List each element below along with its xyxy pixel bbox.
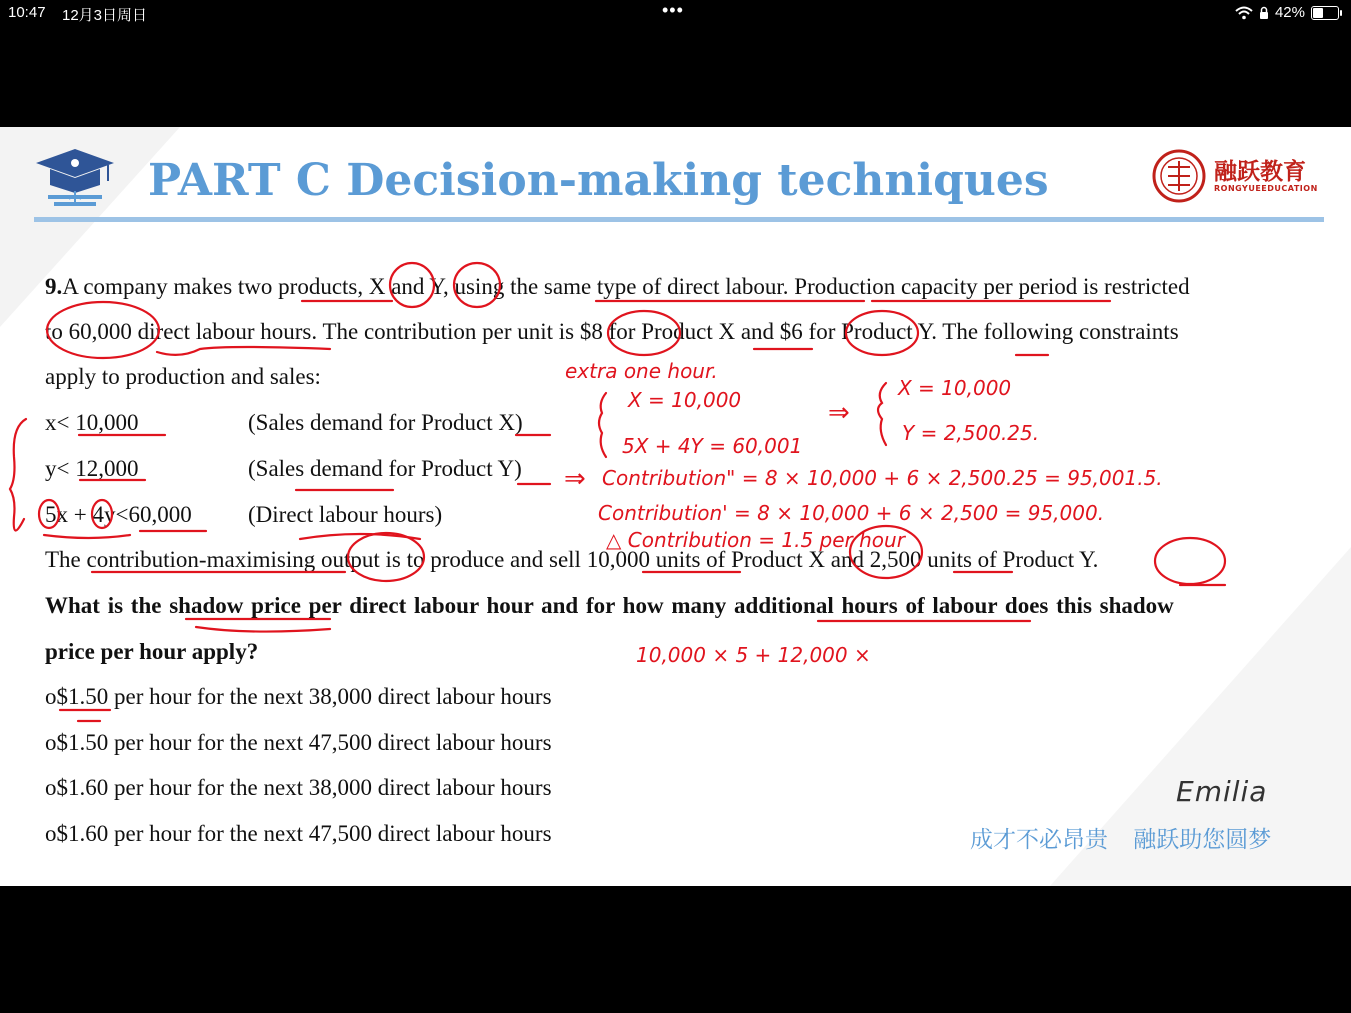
slide-background [0, 127, 1351, 886]
ink-text: X = 10,000 [898, 376, 1012, 400]
wifi-icon [1235, 6, 1253, 20]
status-right [1235, 4, 1339, 21]
constraint-expr-1: x< 10,000 [45, 410, 139, 435]
graduation-cap-icon [34, 147, 116, 209]
ink-text: 10,000 × 5 + 12,000 × [636, 643, 871, 667]
slide [0, 127, 1351, 886]
brand-logo [1152, 149, 1322, 205]
constraint-desc-2: (Sales demand for Product Y) [248, 456, 522, 481]
option-4[interactable]: o$1.60 per hour for the next 47,500 direct labour hours [45, 821, 552, 846]
constraint-expr-2: y< 12,000 [45, 456, 139, 481]
brand-subtitle: RONGYUEEDUCATION [1214, 184, 1318, 193]
question-line-1 [45, 274, 1190, 300]
ink-text: Contribution' = 8 × 10,000 + 6 × 2,500 = 95,000. [598, 501, 1105, 525]
constraint-desc-3: (Direct labour hours) [248, 502, 443, 527]
battery-percent: 42% [1274, 4, 1305, 21]
ink-text: ⇒ [828, 398, 850, 428]
option-3[interactable]: o$1.60 per hour for the next 38,000 direct labour hours [45, 775, 552, 800]
status-time: 10:47 [8, 4, 46, 21]
status-date: 12月3日周日 [62, 7, 148, 24]
page-title: PART C Decision-making techniques [148, 155, 1049, 206]
slogan: 成才不必昂贵 融跃助您圆梦 [970, 827, 1272, 853]
ink-text: 5X + 4Y = 60,001 [622, 434, 803, 458]
question-line-5: What is the shadow price per direct labour hour and for how many additional hours of labour does this shadow [45, 593, 1174, 618]
question-text-1: A company makes two products, X and Y, using the same type of direct labour. Production capacity per period is restricted [62, 274, 1190, 299]
status-bar [0, 0, 1351, 26]
ink-text: Y = 2,500.25. [902, 421, 1040, 445]
ink-text: Contribution" = 8 × 10,000 + 6 × 2,500.25 = 95,001.5. [602, 466, 1163, 490]
option-1[interactable]: o$1.50 per hour for the next 38,000 direct labour hours [45, 684, 552, 709]
constraint-desc-1: (Sales demand for Product X) [248, 410, 523, 435]
question-number: 9. [45, 274, 63, 299]
ink-text: extra one hour. [565, 359, 718, 383]
signature: Emilia [1176, 775, 1268, 808]
multitask-dots-icon[interactable]: ••• [662, 0, 684, 20]
ink-text: ⇒ [564, 464, 586, 494]
question-line-4: The contribution-maximising output is to produce and sell 10,000 units of Product X and 2,500 units of Product Y. [45, 547, 1099, 572]
brand-seal-icon [1152, 149, 1206, 203]
question-line-3: apply to production and sales: [45, 364, 321, 389]
brand-name: 融跃教育 [1214, 159, 1306, 185]
ink-text: △ Contribution = 1.5 per hour [606, 528, 905, 552]
lock-rotation-icon [1259, 6, 1269, 20]
question-line-6: price per hour apply? [45, 639, 259, 664]
question-line-2: to 60,000 direct labour hours. The contribution per unit is $8 for Product X and $6 for Product Y. The following constraints [45, 319, 1179, 344]
title-divider [34, 217, 1324, 222]
constraint-expr-3: 5x + 4y<60,000 [45, 502, 192, 527]
battery-icon [1311, 6, 1339, 20]
option-2[interactable]: o$1.50 per hour for the next 47,500 direct labour hours [45, 730, 552, 755]
ink-text: X = 10,000 [628, 388, 742, 412]
